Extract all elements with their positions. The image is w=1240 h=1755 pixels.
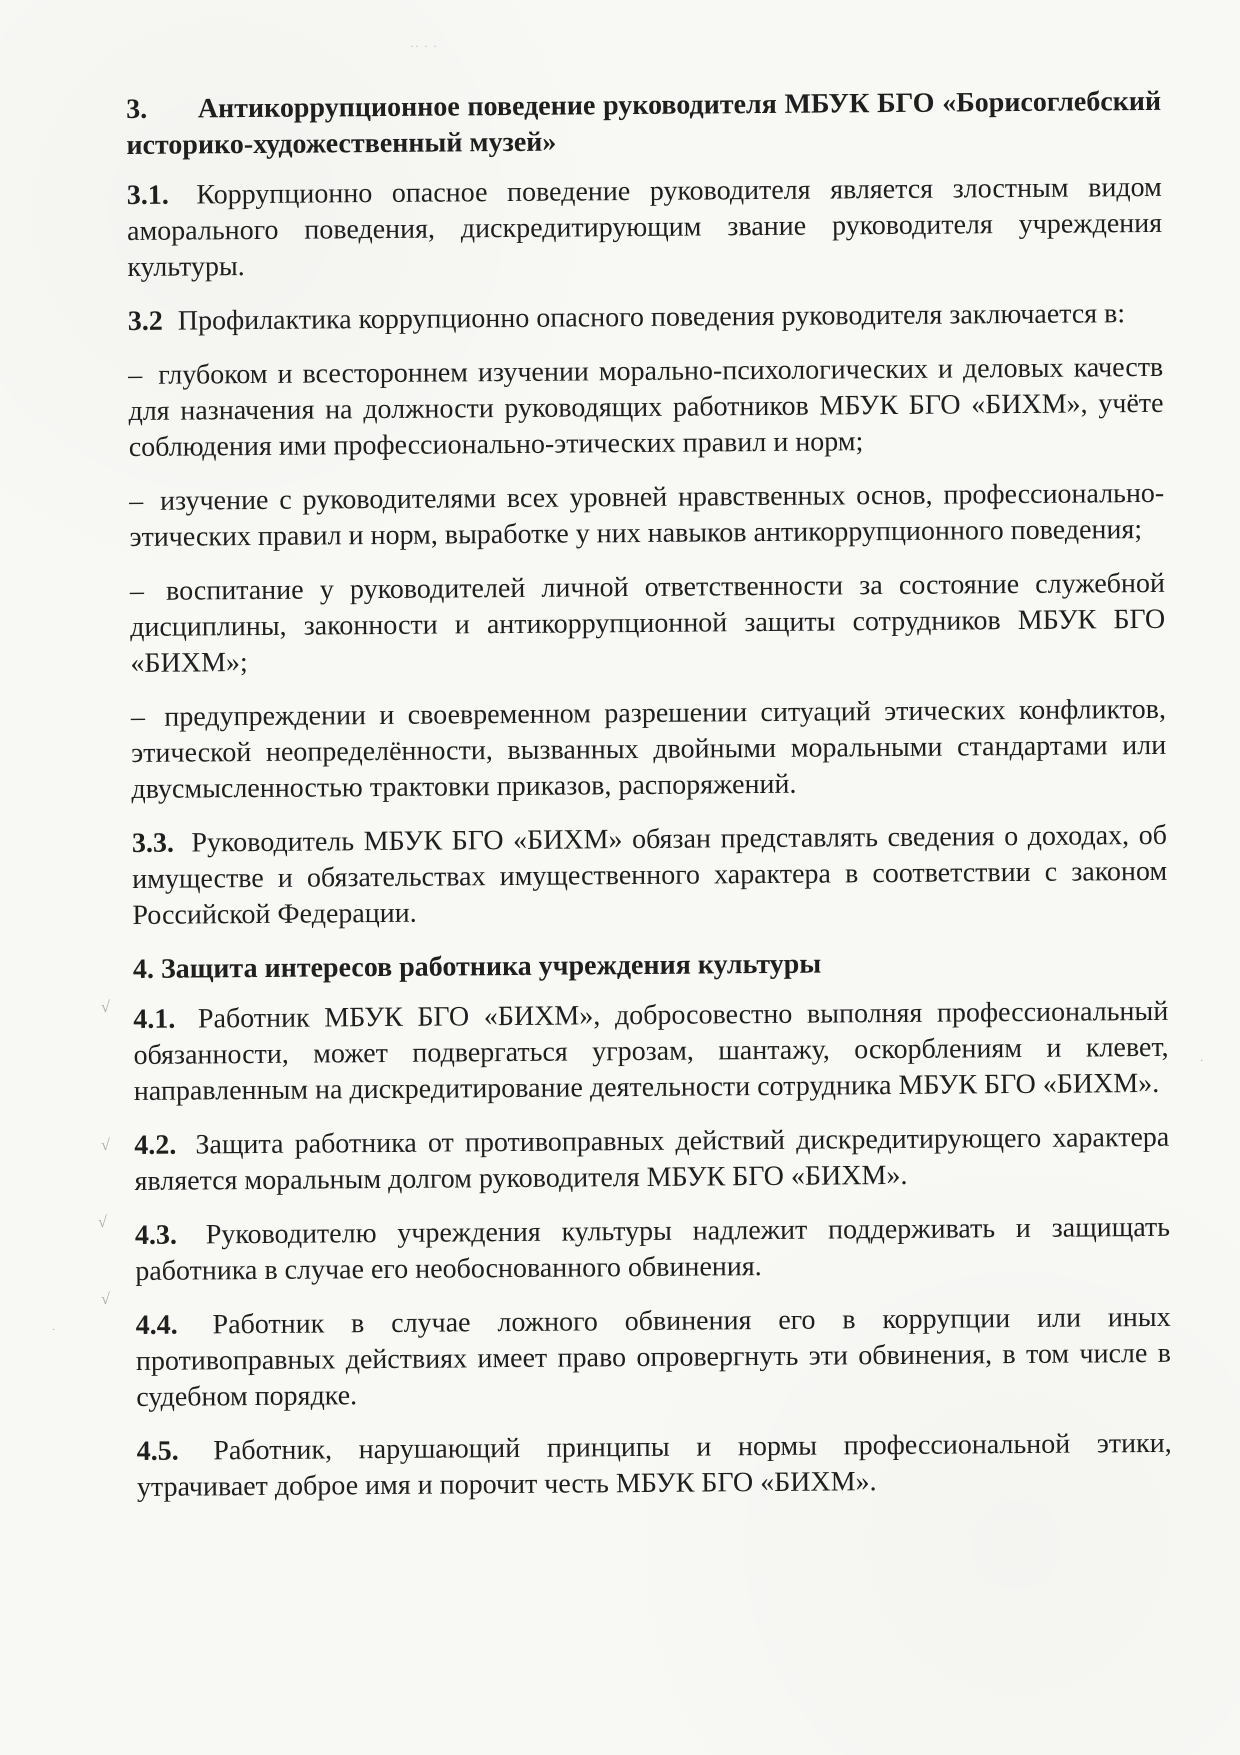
clause-4-2-text: Защита работника от противоправных действий дискредитирующего характера является моральным долгом руководителя МБУК БГО «БИХМ». [134,1121,1170,1197]
clause-3-3-number: 3.3. [131,827,175,859]
clause-4-1 [133,994,1169,1110]
section-4-heading: 4. Защита интересов работника учреждения культуры [132,948,822,985]
bullet-text: изучение с руководителями всех уровней нравственных основ, профессионально-этических правил и норм, выработке у них навыков антикоррупционного поведения; [129,477,1165,553]
dash-mark: – [130,701,146,733]
clause-3-3-text: Руководитель МБУК БГО «БИХМ» обязан представлять сведения о доходах, об имуществе и обязательствах имущественного характера в соответствии с законом Российской Федерации. [132,819,1168,931]
section-3-heading [126,84,1162,164]
margin-check-mark: √ [101,1137,110,1154]
clause-4-3 [135,1210,1171,1290]
margin-check-mark: √ [101,1291,110,1308]
clause-3-2 [128,296,1163,340]
dash-mark: – [129,575,145,607]
clause-3-1-text: Коррупционно опасное поведение руководителя является злостным видом аморального поведения, дискредитирующим звание руководителя учреждения культуры. [126,171,1163,283]
clause-4-4-number: 4.4. [135,1309,178,1341]
clause-3-2-bullet-1 [128,350,1164,466]
bullet-text: предупреждении и своевременном разрешении ситуаций этических конфликтов, этической неопределённости, вызванных двойными моральными стандартами или двусмысленностью трактовки приказов, распоряжений. [131,693,1167,805]
scan-noise-top: ·· · · [410,39,438,53]
clause-4-5-number: 4.5. [136,1435,179,1467]
scan-speck: · [1200,1056,1204,1067]
clause-3-2-bullet-3 [130,566,1166,682]
clause-3-3 [132,818,1168,934]
clause-4-4-text: Работник в случае ложного обвинения его в коррупции или иных противоправных действиях имеет право опровергнуть эти обвинения, в том числе в судебном порядке. [135,1301,1172,1413]
clause-4-1-number: 4.1. [133,1003,176,1035]
clause-4-5-text: Работник, нарушающий принципы и нормы профессиональной этики, утрачивает доброе имя и порочит честь МБУК БГО «БИХМ». [136,1427,1172,1503]
clause-3-1 [127,170,1163,286]
clause-3-1-number: 3.1. [126,179,169,211]
scan-speck: · [52,1325,56,1336]
clause-3-2-number: 3.2 [127,305,163,337]
clause-4-3-text: Руководителю учреждения культуры надлежит поддерживать и защищать работника в случае его необоснованного обвинения. [135,1211,1171,1287]
clause-4-1-text: Работник МБУК БГО «БИХМ», добросовестно выполняя профессиональный обязанности, может подвергаться угрозам, шантажу, оскорблениям и клевет, направленным на дискредитирование деятельности сотрудника МБУК БГО «БИХМ». [133,995,1169,1107]
section-3-number: 3. [126,93,148,125]
dash-mark: – [128,359,143,391]
clause-3-2-text: Профилактика коррупционно опасного поведения руководителя заключается в: [177,298,1126,337]
clause-3-2-bullet-2 [129,476,1165,556]
clause-3-2-bullet-4 [131,692,1167,808]
document-body [126,84,1172,1506]
bullet-text: воспитание у руководителей личной ответственности за состояние служебной дисциплины, законности и антикоррупционной защиты сотрудников МБУК БГО «БИХМ»; [130,567,1166,679]
bullet-text: глубоком и всестороннем изучении морально-психологических и деловых качеств для назначения на должности руководящих работников МБУК БГО «БИХМ», учёте соблюдения ими профессионально-этических правил и норм; [128,351,1164,463]
margin-check-mark: √ [98,1214,107,1231]
clause-4-4 [136,1300,1172,1416]
clause-4-2-number: 4.2. [134,1129,177,1161]
margin-check-mark: √ [101,999,110,1016]
dash-mark: – [129,485,144,517]
clause-4-5 [137,1426,1173,1506]
section-3-title: Антикоррупционное поведение руководителя МБУК БГО «Борисоглебский историко-художественный музей» [126,85,1162,161]
clause-4-2 [134,1120,1170,1200]
clause-4-3-number: 4.3. [134,1219,178,1251]
